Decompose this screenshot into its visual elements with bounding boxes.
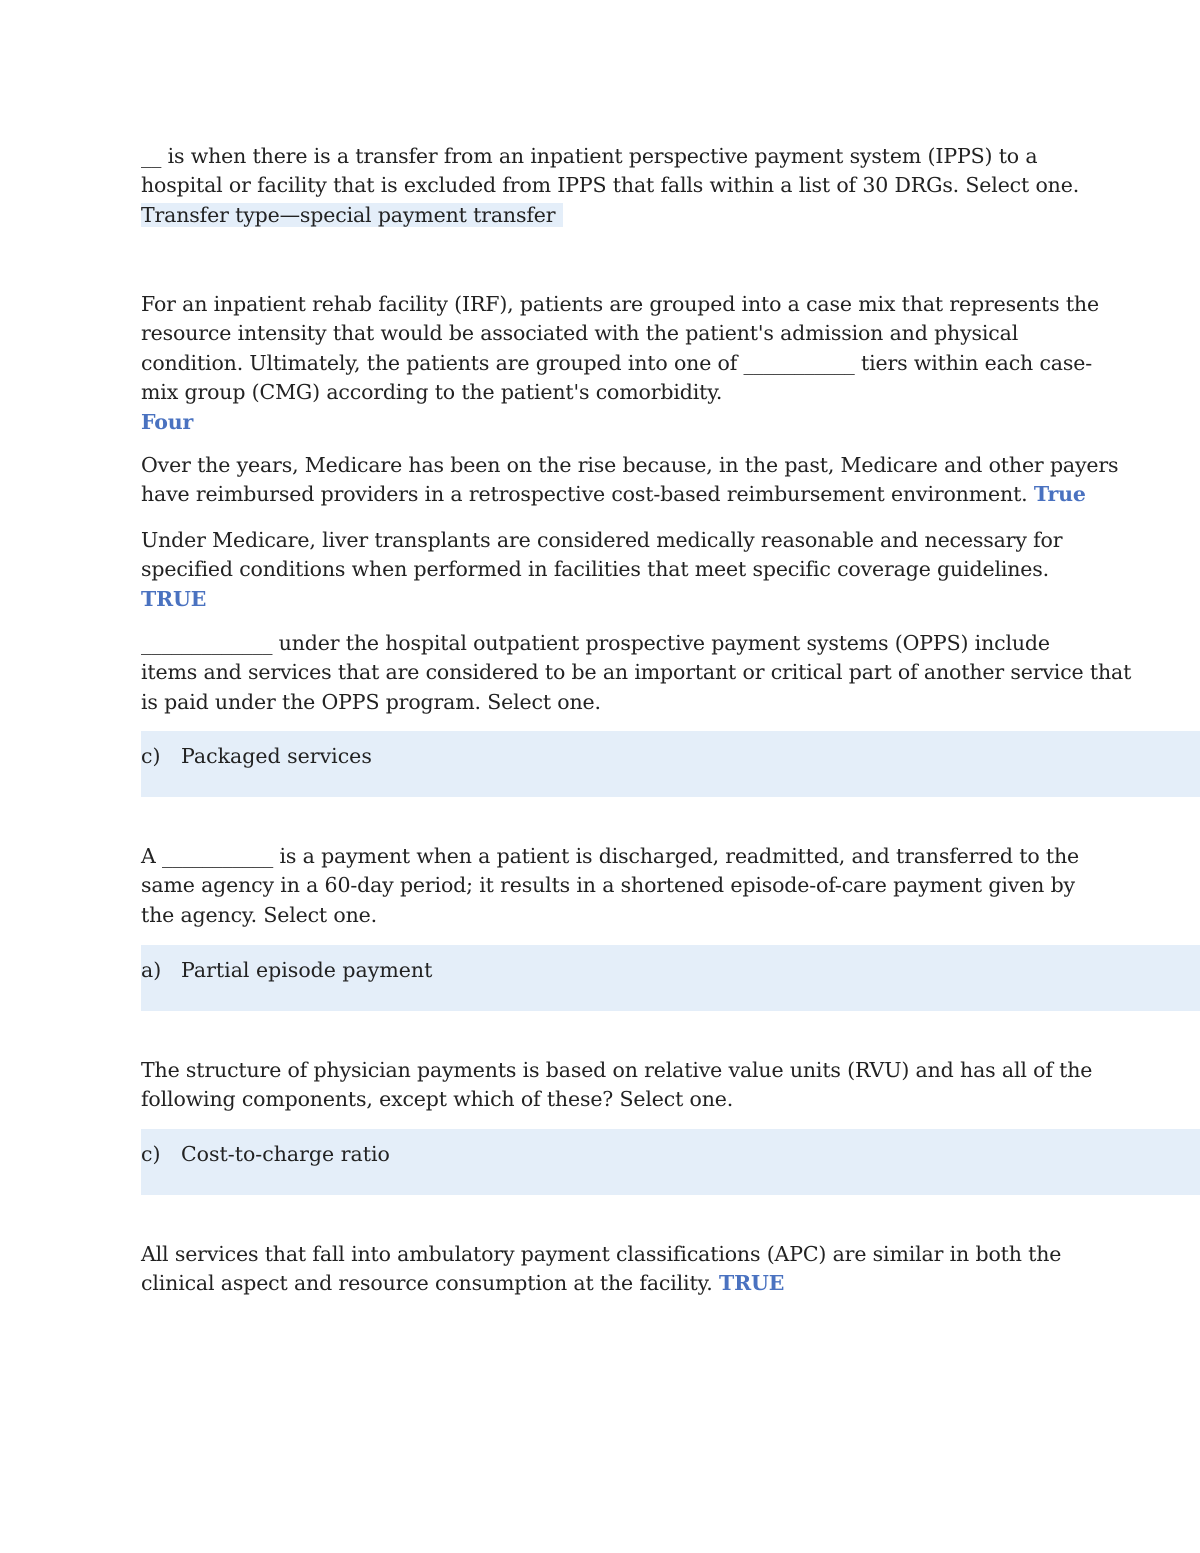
question-2-line-2: resource intensity that would be associated with the patient's admission and physical [141,321,1019,346]
question-2-line-1: For an inpatient rehab facility (IRF), patients are grouped into a case mix that represents the [141,292,1099,316]
question-7-line-2: following components, except which of these? Select one. [141,1087,734,1112]
question-6-line-3: the agency. Select one. [141,902,377,927]
question-2 [141,290,1099,437]
question-2-line-3: condition. Ultimately, the patients are grouped into one of ___________ tiers within each case- [141,350,1092,375]
question-1-line-1: __ is when there is a transfer from an inpatient perspective payment system (IPPS) to a [141,144,1038,168]
question-2-line-4: mix group (CMG) according to the patient's comorbidity. [141,380,723,405]
question-8 [141,1240,1071,1299]
question-3-line-2: have reimbursed providers in a retrospective cost-based reimbursement environment. [141,482,1028,507]
question-6-option-letter: a) [141,958,162,982]
question-5-line-1: _____________ under the hospital outpatient prospective payment systems (OPPS) include [141,631,1050,655]
question-6-line-2: same agency in a 60-day period; it results in a shortened episode-of-care payment given by [141,873,1075,898]
question-1-line-2: hospital or facility that is excluded from IPPS that falls within a list of 30 DRGs. Select one. [141,173,1080,198]
question-6-option-text: Partial episode payment [181,958,433,982]
question-7-line-1: The structure of physician payments is based on relative value units (RVU) and has all of the [141,1058,1093,1082]
question-5-answer-option [141,731,1200,797]
question-5-option-letter: c) [141,744,161,768]
question-5-line-2: items and services that are considered to be an important or critical part of another service that [141,660,1132,685]
question-5-option-text: Packaged services [181,744,372,768]
question-7 [141,1056,1093,1115]
question-1-answer: Transfer type—special payment transfer [141,203,563,227]
question-4-line-2: specified conditions when performed in facilities that meet specific coverage guidelines. [141,557,1050,582]
question-8-line-2: clinical aspect and resource consumption at the facility. [141,1271,713,1296]
question-6-line-1: A ___________ is a payment when a patient is discharged, readmitted, and transferred to the [141,844,1080,868]
question-4-line-1: Under Medicare, liver transplants are considered medically reasonable and necessary for [141,528,1063,552]
question-4 [141,526,1071,614]
question-8-answer: TRUE [718,1271,785,1296]
question-8-line-1: All services that fall into ambulatory payment classifications (APC) are similar in both the [141,1242,1062,1266]
question-3 [141,451,1119,510]
question-3-answer: True [1033,482,1086,507]
question-3-line-1: Over the years, Medicare has been on the rise because, in the past, Medicare and other payers [141,453,1119,477]
question-2-answer: Four [141,409,194,434]
question-7-answer-option [141,1129,1200,1195]
question-1 [141,142,1080,230]
question-6-answer-option [141,945,1200,1011]
question-6 [141,842,1080,930]
question-4-answer: TRUE [141,586,207,611]
question-5 [141,629,1132,717]
question-7-option-letter: c) [141,1142,161,1166]
question-5-line-3: is paid under the OPPS program. Select one. [141,689,601,714]
question-7-option-text: Cost-to-charge ratio [181,1142,390,1166]
